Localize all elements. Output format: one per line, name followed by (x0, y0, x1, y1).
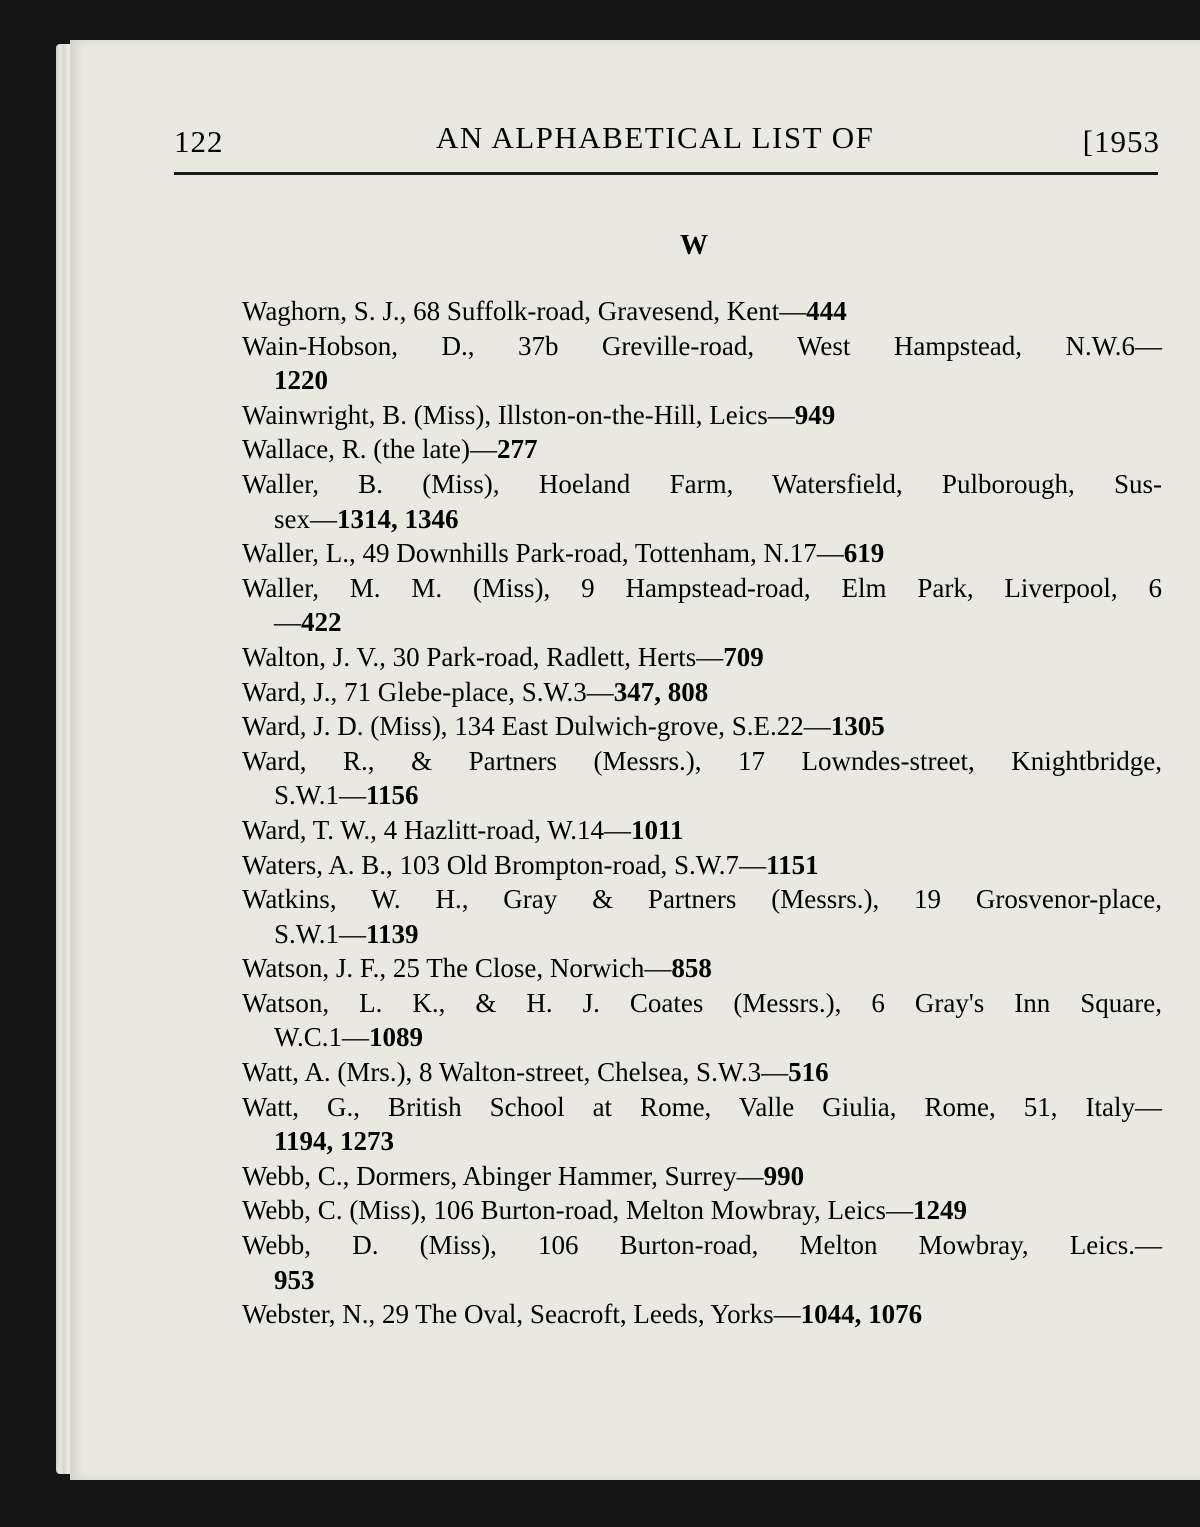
reference-number: 422 (301, 607, 342, 638)
entry-continuation-line: S.W.1—1156 (274, 780, 419, 811)
entry-line: Watson, L. K., & H. J. Coates (Messrs.), 6 Gray's Inn Square, (242, 987, 1162, 1018)
entry-continuation-line (242, 363, 1162, 398)
entry-line: Watson, J. F., 25 The Close, Norwich—858 (242, 953, 712, 984)
reference-number: 1249 (912, 1195, 967, 1226)
entry-line: Wallace, R. (the late)—277 (242, 434, 538, 465)
reference-number: 953 (274, 1264, 315, 1295)
directory-entry (242, 1228, 1162, 1297)
reference-number: 1194, 1273 (274, 1126, 395, 1157)
directory-entry (242, 882, 1162, 951)
reference-number: 1151 (766, 849, 819, 880)
directory-entry (242, 294, 1162, 329)
directory-entry (242, 951, 1162, 986)
page-header (174, 120, 1160, 164)
reference-number: 347, 808 (613, 676, 709, 707)
directory-entry (242, 744, 1162, 813)
entry-line: Waghorn, S. J., 68 Suffolk-road, Gravesend, Kent—444 (242, 296, 847, 326)
directory-entry (242, 1193, 1162, 1228)
reference-number: 1139 (366, 918, 419, 949)
reference-number: 1220 (274, 365, 328, 396)
reference-number: 1044, 1076 (800, 1299, 923, 1330)
entry-line: Watt, G., British School at Rome, Valle Giulia, Rome, 51, Italy— (242, 1091, 1162, 1122)
entry-continuation-line (242, 1263, 1162, 1298)
section-letter: W (680, 230, 708, 261)
reference-number: 990 (763, 1160, 805, 1191)
directory-entry (242, 640, 1162, 675)
entry-line: Ward, T. W., 4 Hazlitt-road, W.14—1011 (242, 814, 684, 845)
entry-continuation-line: sex—1314, 1346 (274, 503, 459, 534)
entry-line: Webb, C. (Miss), 106 Burton-road, Melton Mowbray, Leics—1249 (242, 1195, 967, 1226)
reference-number: 709 (723, 641, 764, 672)
entry-line: Watkins, W. H., Gray & Partners (Messrs.), 19 Grosvenor-place, (242, 884, 1162, 915)
directory-entry (242, 432, 1162, 467)
entry-list (242, 294, 1162, 1332)
directory-entry (242, 709, 1162, 744)
directory-entry (242, 1055, 1162, 1090)
entry-line: Webb, D. (Miss), 106 Burton-road, Melton Mowbray, Leics.— (242, 1230, 1162, 1261)
entry-line: Wain-Hobson, D., 37b Greville-road, West Hampstead, N.W.6— (242, 330, 1162, 361)
entry-line: Webb, C., Dormers, Abinger Hammer, Surrey—990 (242, 1160, 805, 1191)
entry-continuation-line: S.W.1—1139 (274, 918, 419, 949)
directory-entry (242, 1090, 1162, 1159)
directory-entry (242, 813, 1162, 848)
directory-entry (242, 675, 1162, 710)
reference-number: 1011 (631, 814, 684, 845)
reference-number: 1314, 1346 (337, 503, 459, 534)
header-year: [1953 (1082, 124, 1160, 159)
entry-line: Waller, B. (Miss), Hoeland Farm, Watersfield, Pulborough, Sus- (242, 468, 1162, 499)
entry-line: Watt, A. (Mrs.), 8 Walton-street, Chelsea, S.W.3—516 (242, 1057, 829, 1088)
reference-number: 1089 (369, 1022, 424, 1053)
reference-number: 516 (788, 1057, 829, 1088)
directory-entry (242, 1297, 1162, 1332)
reference-number: 949 (794, 399, 836, 430)
directory-entry (242, 536, 1162, 571)
directory-entry (242, 329, 1162, 398)
entry-line: Ward, J., 71 Glebe-place, S.W.3—347, 808 (242, 676, 709, 707)
reference-number: 277 (496, 434, 538, 465)
entry-line: Waller, M. M. (Miss), 9 Hampstead-road, Elm Park, Liverpool, 6 (242, 572, 1162, 603)
entry-continuation-line: —422 (274, 607, 342, 638)
entry-line: Waters, A. B., 103 Old Brompton-road, S.W.7—1151 (242, 849, 819, 880)
reference-number: 1156 (366, 780, 419, 811)
entry-line: Webster, N., 29 The Oval, Seacroft, Leeds, Yorks—1044, 1076 (242, 1299, 923, 1330)
entry-line: Walton, J. V., 30 Park-road, Radlett, Herts—709 (242, 641, 764, 672)
header-rule (174, 172, 1158, 175)
directory-entry (242, 398, 1162, 433)
entry-line: Ward, J. D. (Miss), 134 East Dulwich-grove, S.E.22—1305 (242, 711, 885, 742)
directory-entry (242, 986, 1162, 1055)
reference-number: 619 (843, 538, 885, 569)
directory-entry (242, 1159, 1162, 1194)
entry-continuation-line: W.C.1—1089 (274, 1022, 424, 1053)
reference-number: 1305 (830, 711, 885, 742)
reference-number: 444 (806, 296, 847, 326)
entry-line: Waller, L., 49 Downhills Park-road, Tottenham, N.17—619 (242, 538, 885, 569)
entry-line: Wainwright, B. (Miss), Illston-on-the-Hill, Leics—949 (242, 399, 836, 430)
reference-number: 858 (671, 953, 712, 984)
directory-entry (242, 467, 1162, 536)
directory-entry (242, 848, 1162, 883)
directory-entry (242, 571, 1162, 640)
running-title: AN ALPHABETICAL LIST OF (436, 120, 875, 155)
entry-continuation-line (242, 1124, 1162, 1159)
entry-line: Ward, R., & Partners (Messrs.), 17 Lowndes-street, Knightbridge, (242, 745, 1162, 776)
page-number: 122 (174, 124, 224, 159)
